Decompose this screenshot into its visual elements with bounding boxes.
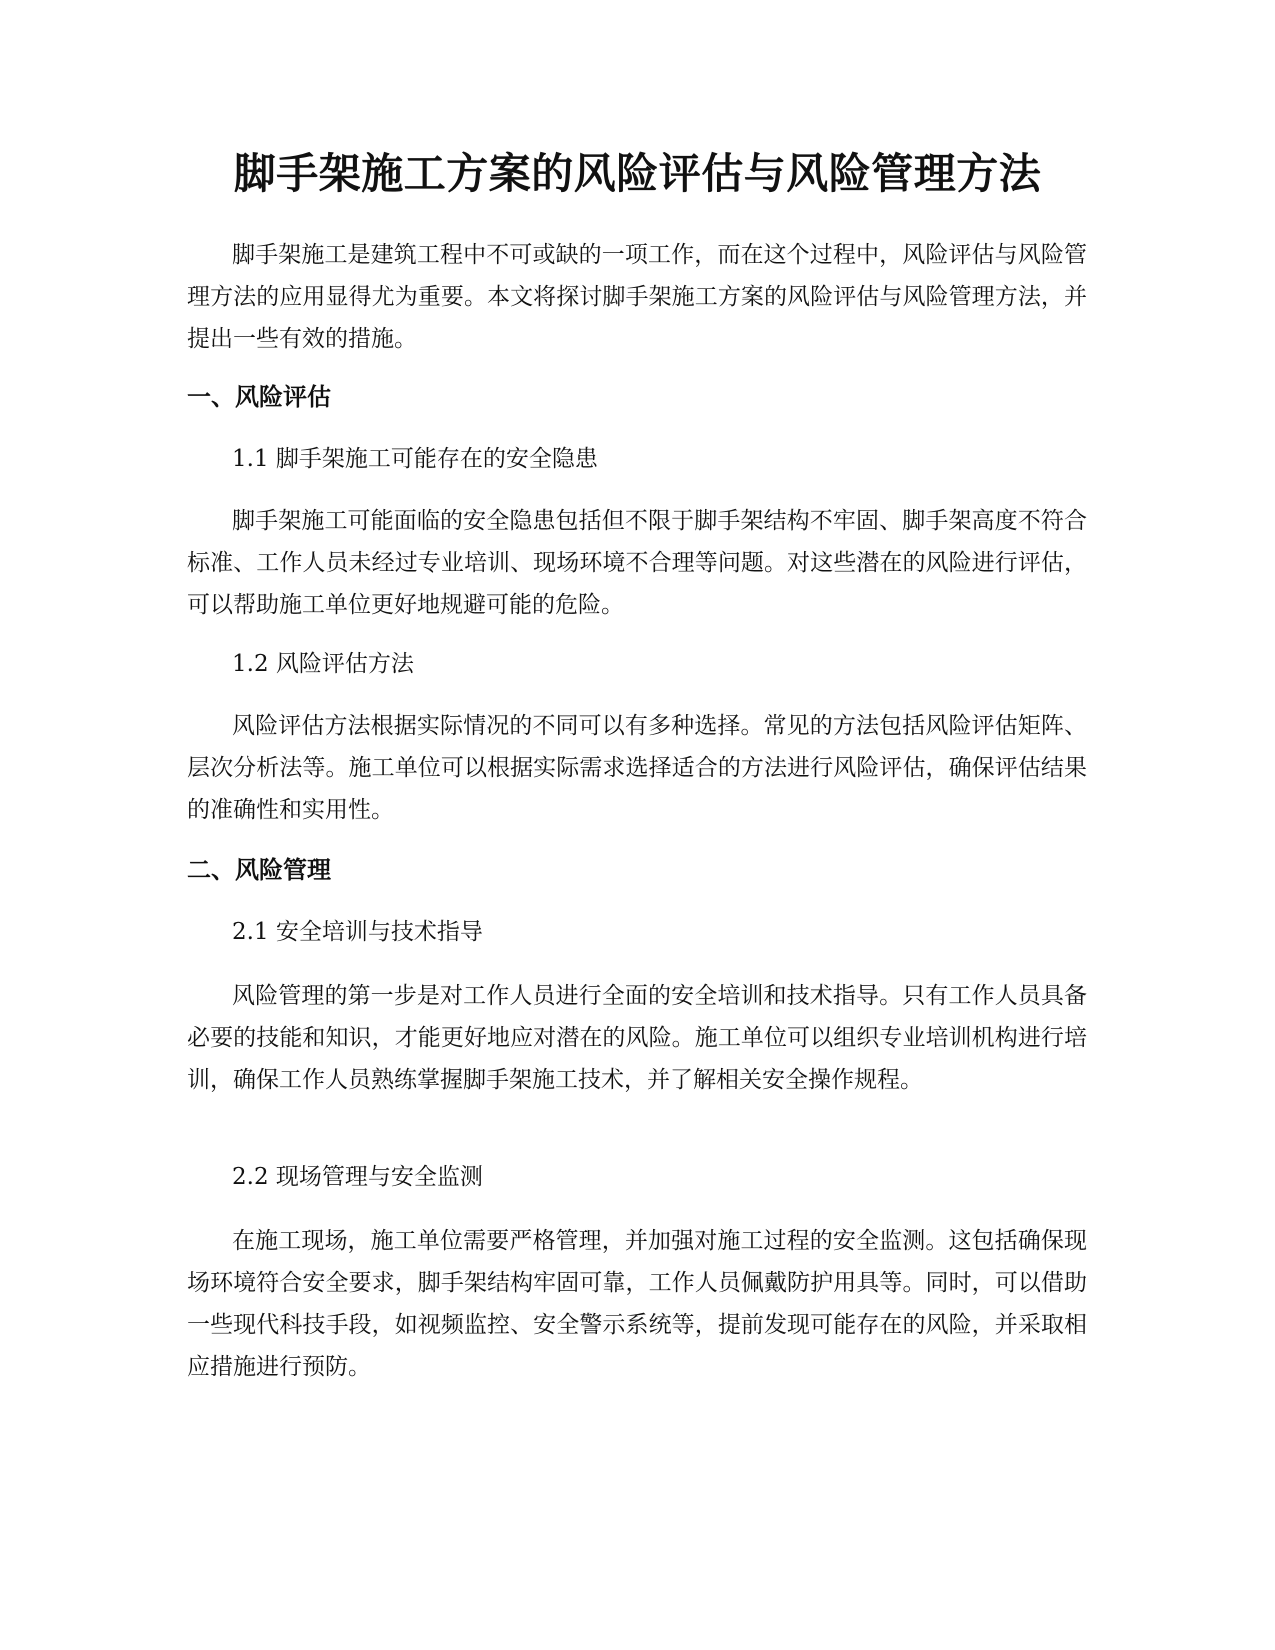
subsection-body-1-1: 脚手架施工可能面临的安全隐患包括但不限于脚手架结构不牢固、脚手架高度不符合标准、工作人员未经过专业培训、现场环境不合理等问题。对这些潜在的风险进行评估，可以帮助施工单位更好地规避可能的危险。 — [187, 508, 1087, 618]
subsection-body-1-2: 风险评估方法根据实际情况的不同可以有多种选择。常见的方法包括风险评估矩阵、层次分析法等。施工单位可以根据实际需求选择适合的方法进行风险评估，确保评估结果的准确性和实用性。 — [187, 713, 1087, 823]
section-heading-risk-management: 二、风险管理 — [187, 856, 331, 884]
subsection-body-2-1: 风险管理的第一步是对工作人员进行全面的安全培训和技术指导。只有工作人员具备必要的技能和知识，才能更好地应对潜在的风险。施工单位可以组织专业培训机构进行培训，确保工作人员熟练掌握脚手架施工技术，并了解相关安全操作规程。 — [187, 983, 1087, 1093]
section-heading-risk-assessment: 一、风险评估 — [187, 383, 331, 411]
subsection-heading-2-2: 2.2 现场管理与安全监测 — [232, 1164, 483, 1190]
subsection-body-2-2: 在施工现场，施工单位需要严格管理，并加强对施工过程的安全监测。这包括确保现场环境符合安全要求，脚手架结构牢固可靠，工作人员佩戴防护用具等。同时，可以借助一些现代科技手段，如视频监控、安全警示系统等，提前发现可能存在的风险，并采取相应措施进行预防。 — [187, 1228, 1087, 1380]
subsection-heading-1-1: 1.1 脚手架施工可能存在的安全隐患 — [232, 446, 598, 472]
intro-paragraph: 脚手架施工是建筑工程中不可或缺的一项工作，而在这个过程中，风险评估与风险管理方法的应用显得尤为重要。本文将探讨脚手架施工方案的风险评估与风险管理方法，并提出一些有效的措施。 — [187, 242, 1087, 352]
subsection-heading-2-1: 2.1 安全培训与技术指导 — [232, 919, 483, 945]
document-title: 脚手架施工方案的风险评估与风险管理方法 — [233, 149, 1042, 198]
subsection-heading-1-2: 1.2 风险评估方法 — [232, 651, 414, 677]
